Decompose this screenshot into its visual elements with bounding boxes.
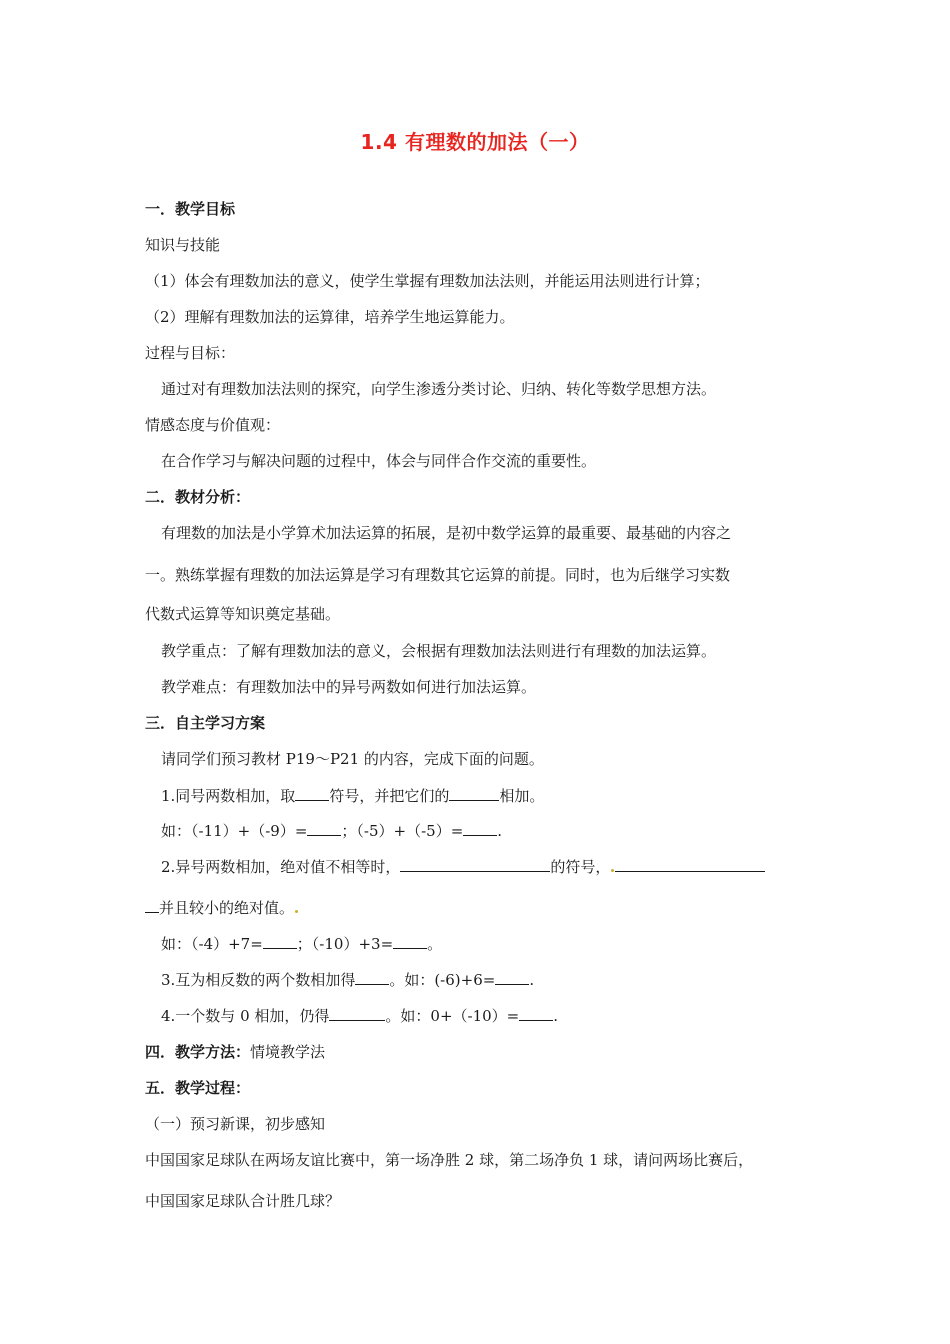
question-1 <box>161 786 544 806</box>
answer-blank[interactable] <box>145 898 159 913</box>
question-3-text-c: . <box>529 971 535 989</box>
answer-blank[interactable] <box>263 934 297 949</box>
example-text-a: 如：（-11）+（-9）= <box>161 822 308 840</box>
emotion-text: 在合作学习与解决问题的过程中，体会与同伴合作交流的重要性。 <box>161 452 597 470</box>
section-heading-objectives: 一．教学目标 <box>145 200 236 218</box>
answer-blank[interactable] <box>355 970 389 985</box>
knowledge-item-2: （2）理解有理数加法的运算律，培养学生地运算能力。 <box>145 308 515 326</box>
answer-blank[interactable] <box>449 786 499 801</box>
analysis-line-2: 一。熟练掌握有理数的加法运算是学习有理数其它运算的前提。同时，也为后继学习实数 <box>145 566 731 584</box>
example-text-c: . <box>497 822 503 840</box>
question-1-text-a: 1.同号两数相加，取 <box>161 787 296 805</box>
example-text-b: ；（-5）+（-5）= <box>341 822 464 840</box>
process-subheading: （一）预习新课，初步感知 <box>145 1115 326 1133</box>
process-label: 过程与目标： <box>145 344 236 362</box>
example-text-c: 。 <box>427 935 443 953</box>
question-1-text-b: 符号，并把它们的 <box>329 787 450 805</box>
section-heading-process: 五．教学过程： <box>145 1079 251 1097</box>
answer-blank[interactable] <box>463 821 497 836</box>
question-2 <box>161 857 765 877</box>
stray-dot-mark <box>611 869 614 872</box>
section-method <box>145 1042 325 1062</box>
process-paragraph-line-1: 中国国家足球队在两场友谊比赛中，第一场净胜 2 球，第二场净负 1 球，请问两场比赛后， <box>145 1151 754 1169</box>
question-2-text-b: 的符号， <box>550 858 611 876</box>
question-3-text-a: 3.互为相反数的两个数相加得 <box>161 971 356 989</box>
question-4-text-b: 。如：0+（-10）= <box>385 1007 520 1025</box>
question-4-text-c: . <box>553 1007 559 1025</box>
answer-blank[interactable] <box>495 970 529 985</box>
question-3-text-b: 。如：(-6)+6= <box>389 971 496 989</box>
answer-blank[interactable] <box>519 1006 553 1021</box>
analysis-line-3: 代数式运算等知识奠定基础。 <box>145 605 341 623</box>
answer-blank[interactable] <box>295 786 329 801</box>
analysis-line-1: 有理数的加法是小学算术加法运算的拓展，是初中数学运算的最重要、最基础的内容之 <box>161 524 732 542</box>
stray-dot-mark <box>295 910 298 913</box>
method-text: 情境教学法 <box>250 1043 326 1061</box>
answer-blank[interactable] <box>400 857 550 872</box>
question-2-text-a: 2.异号两数相加，绝对值不相等时， <box>161 858 401 876</box>
process-text: 通过对有理数加法法则的探究，向学生渗透分类讨论、归纳、转化等数学思想方法。 <box>161 380 717 398</box>
example-text-a: 如：（-4）+7= <box>161 935 263 953</box>
section-heading-self-study: 三．自主学习方案 <box>145 714 266 732</box>
knowledge-item-1: （1）体会有理数加法的意义，使学生掌握有理数加法法则，并能运用法则进行计算； <box>145 272 710 290</box>
answer-blank[interactable] <box>329 1006 385 1021</box>
question-4 <box>161 1006 558 1026</box>
answer-blank[interactable] <box>307 821 341 836</box>
self-study-intro: 请同学们预习教材 P19～P21 的内容，完成下面的问题。 <box>161 750 544 768</box>
difficulty-point: 教学难点：有理数加法中的异号两数如何进行加法运算。 <box>161 678 537 696</box>
page-title: 1.4 有理数的加法（一） <box>360 130 590 154</box>
section-heading-method: 四．教学方法： <box>145 1043 251 1061</box>
answer-blank[interactable] <box>615 857 765 872</box>
question-3 <box>161 970 534 990</box>
section-heading-analysis: 二．教材分析： <box>145 488 251 506</box>
process-paragraph-line-2: 中国国家足球队合计胜几球？ <box>145 1192 341 1210</box>
knowledge-label: 知识与技能 <box>145 236 221 254</box>
question-2-continued <box>145 898 299 918</box>
question-4-text-a: 4.一个数与 0 相加，仍得 <box>161 1007 330 1025</box>
question-2-example <box>161 934 442 954</box>
question-2-text-c: 并且较小的绝对值。 <box>159 899 295 917</box>
example-text-b: ；（-10）+3= <box>296 935 394 953</box>
key-point: 教学重点：了解有理数加法的意义，会根据有理数加法法则进行有理数的加法运算。 <box>161 642 717 660</box>
question-1-text-c: 相加。 <box>499 787 545 805</box>
emotion-label: 情感态度与价值观： <box>145 416 281 434</box>
answer-blank[interactable] <box>393 934 427 949</box>
question-1-example <box>161 821 502 841</box>
